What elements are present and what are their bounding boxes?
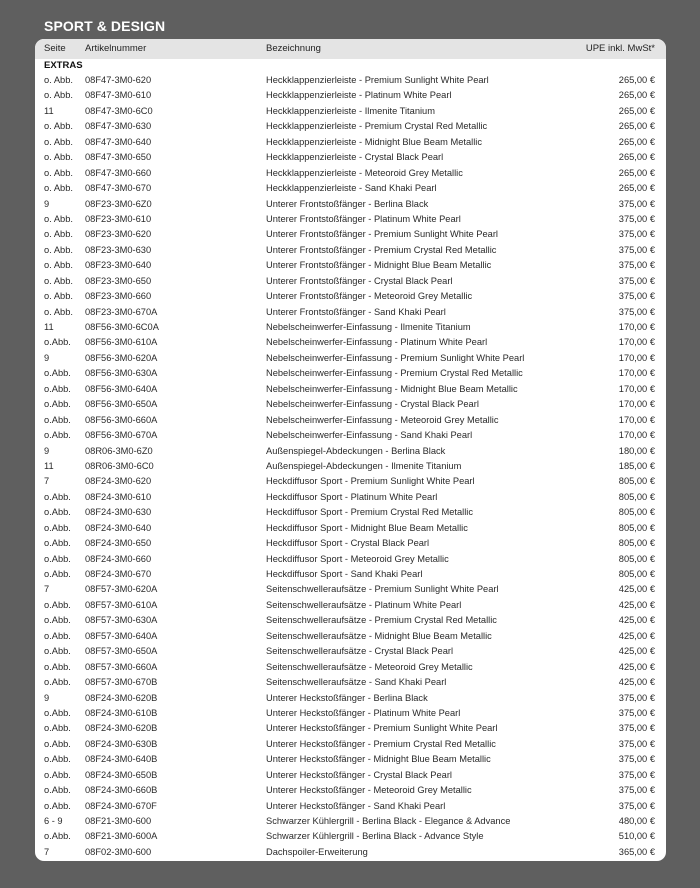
row-description: Heckdiffusor Sport - Premium Crystal Red Metallic	[266, 507, 474, 518]
row-page: 9	[44, 198, 50, 209]
row-article-number: 08F24-3M0-670F	[85, 800, 157, 811]
row-description: Nebelscheinwerfer-Einfassung - Ilmenite Titanium	[266, 322, 471, 332]
row-price: 375,00 €	[618, 260, 655, 271]
row-article-number: 08F23-3M0-620	[85, 229, 152, 240]
table-row	[35, 212, 666, 227]
row-description: Unterer Heckstoßfänger - Sand Khaki Pearl	[266, 800, 446, 811]
table-row	[35, 305, 666, 320]
row-page: o.Abb.	[44, 677, 71, 688]
row-article-number: 08F56-3M0-660A	[85, 414, 158, 425]
row-price: 265,00 €	[618, 75, 655, 85]
row-page: o. Abb.	[44, 75, 73, 85]
row-article-number: 08F24-3M0-650B	[85, 769, 158, 780]
row-article-number: 08F24-3M0-630	[85, 507, 152, 518]
table-row	[35, 227, 666, 242]
row-price: 480,00 €	[618, 816, 655, 826]
row-page: o. Abb.	[44, 183, 73, 194]
row-article-number: 08F02-3M0-600	[85, 846, 152, 857]
table-row	[35, 166, 666, 181]
row-price: 375,00 €	[618, 769, 655, 780]
row-page: o.Abb.	[44, 615, 71, 626]
table-row	[35, 88, 666, 103]
table-row	[35, 799, 666, 814]
row-page: o.Abb.	[44, 661, 71, 672]
row-price: 170,00 €	[618, 414, 655, 425]
row-description: Nebelscheinwerfer-Einfassung - Crystal Black Pearl	[266, 399, 479, 410]
row-description: Außenspiegel-Abdeckungen - Ilmenite Titanium	[266, 460, 462, 471]
row-price: 425,00 €	[618, 599, 655, 610]
row-article-number: 08F24-3M0-610	[85, 491, 152, 502]
table-row	[35, 660, 666, 675]
row-description: Heckdiffusor Sport - Midnight Blue Beam Metallic	[266, 522, 468, 533]
row-article-number: 08F24-3M0-660B	[85, 785, 158, 796]
row-page: o.Abb.	[44, 522, 71, 533]
table-row	[35, 366, 666, 381]
row-description: Heckklappenzierleiste - Premium Sunlight White Pearl	[266, 75, 489, 85]
row-page: o. Abb.	[44, 136, 73, 147]
row-description: Unterer Heckstoßfänger - Platinum White Pearl	[266, 707, 461, 718]
row-price: 425,00 €	[618, 677, 655, 688]
row-description: Heckklappenzierleiste - Platinum White Pearl	[266, 90, 452, 101]
price-table	[35, 39, 666, 861]
row-page: o.Abb.	[44, 707, 71, 718]
row-price: 170,00 €	[618, 430, 655, 441]
row-price: 375,00 €	[618, 291, 655, 302]
row-page: o. Abb.	[44, 291, 73, 302]
table-row	[35, 73, 666, 88]
row-description: Unterer Heckstoßfänger - Midnight Blue Beam Metallic	[266, 754, 491, 765]
table-row	[35, 721, 666, 736]
row-price: 375,00 €	[618, 692, 655, 703]
row-article-number: 08F57-3M0-650A	[85, 646, 158, 657]
row-description: Heckklappenzierleiste - Ilmenite Titanium	[266, 105, 435, 116]
table-row	[35, 474, 666, 489]
row-price: 805,00 €	[618, 507, 655, 518]
row-price: 425,00 €	[618, 615, 655, 626]
table-row	[35, 536, 666, 551]
row-article-number: 08R06-3M0-6C0	[85, 460, 154, 471]
table-row	[35, 783, 666, 798]
row-page: o. Abb.	[44, 229, 73, 240]
row-price: 805,00 €	[618, 538, 655, 549]
row-page: o. Abb.	[44, 244, 73, 255]
table-row	[35, 567, 666, 582]
row-page: o. Abb.	[44, 152, 73, 163]
table-header	[35, 39, 666, 59]
row-article-number: 08F56-3M0-650A	[85, 399, 158, 410]
table-row	[35, 706, 666, 721]
row-price: 805,00 €	[618, 476, 655, 487]
row-price: 180,00 €	[618, 445, 655, 456]
row-description: Unterer Frontstoßfänger - Meteoroid Grey Metallic	[266, 291, 473, 302]
row-page: o.Abb.	[44, 399, 71, 410]
row-description: Nebelscheinwerfer-Einfassung - Platinum White Pearl	[266, 337, 488, 348]
row-description: Seitenschwelleraufsätze - Meteoroid Grey Metallic	[266, 661, 473, 672]
row-price: 805,00 €	[618, 569, 655, 579]
row-page: o.Abb.	[44, 414, 71, 425]
table-row	[35, 351, 666, 366]
row-description: Unterer Frontstoßfänger - Crystal Black Pearl	[266, 275, 453, 286]
row-price: 265,00 €	[618, 152, 655, 163]
row-price: 375,00 €	[618, 229, 655, 240]
row-price: 375,00 €	[618, 306, 655, 317]
row-description: Unterer Heckstoßfänger - Meteoroid Grey Metallic	[266, 785, 472, 796]
row-description: Nebelscheinwerfer-Einfassung - Premium Crystal Red Metallic	[266, 368, 523, 379]
row-article-number: 08F24-3M0-620B	[85, 723, 158, 734]
row-page: o.Abb.	[44, 383, 71, 394]
row-price: 805,00 €	[618, 491, 655, 502]
row-article-number: 08F24-3M0-620	[85, 476, 152, 487]
row-description: Seitenschwelleraufsätze - Premium Crystal Red Metallic	[266, 615, 497, 626]
row-article-number: 08F47-3M0-6C0	[85, 105, 153, 116]
row-page: 7	[44, 584, 50, 595]
row-article-number: 08F57-3M0-620A	[85, 584, 158, 595]
row-price: 265,00 €	[618, 183, 655, 194]
row-price: 375,00 €	[618, 785, 655, 796]
row-price: 375,00 €	[618, 707, 655, 718]
row-price: 375,00 €	[618, 244, 655, 255]
row-description: Nebelscheinwerfer-Einfassung - Premium Sunlight White Pearl	[266, 352, 525, 363]
row-price: 375,00 €	[618, 723, 655, 734]
row-description: Unterer Frontstoßfänger - Platinum White Pearl	[266, 213, 461, 224]
row-price: 265,00 €	[618, 136, 655, 147]
table-row	[35, 197, 666, 212]
row-page: o.Abb.	[44, 538, 71, 549]
row-description: Nebelscheinwerfer-Einfassung - Sand Khaki Pearl	[266, 430, 473, 441]
table-row	[35, 335, 666, 350]
table-row	[35, 814, 666, 829]
row-article-number: 08F56-3M0-620A	[85, 352, 158, 363]
row-article-number: 08F57-3M0-610A	[85, 599, 158, 610]
row-article-number: 08F24-3M0-670	[85, 569, 152, 579]
row-page: o.Abb.	[44, 646, 71, 657]
row-article-number: 08F56-3M0-6C0A	[85, 322, 159, 332]
table-row	[35, 382, 666, 397]
row-price: 365,00 €	[618, 846, 655, 857]
table-row	[35, 135, 666, 150]
table-body	[35, 73, 666, 860]
row-article-number: 08F47-3M0-660	[85, 167, 152, 178]
row-description: Heckklappenzierleiste - Midnight Blue Beam Metallic	[266, 136, 482, 147]
row-page: 9	[44, 352, 50, 363]
row-page: o.Abb.	[44, 831, 71, 842]
row-page: o.Abb.	[44, 491, 71, 502]
table-row	[35, 505, 666, 520]
row-description: Nebelscheinwerfer-Einfassung - Midnight Blue Beam Metallic	[266, 383, 518, 394]
row-article-number: 08F56-3M0-610A	[85, 337, 158, 348]
row-article-number: 08F47-3M0-610	[85, 90, 152, 101]
row-article-number: 08F56-3M0-640A	[85, 383, 158, 394]
row-article-number: 08F47-3M0-620	[85, 75, 152, 85]
row-page: o.Abb.	[44, 630, 71, 641]
row-description: Heckklappenzierleiste - Meteoroid Grey Metallic	[266, 167, 463, 178]
row-page: o.Abb.	[44, 769, 71, 780]
table-row	[35, 521, 666, 536]
row-page: 11	[44, 322, 54, 332]
row-article-number: 08F24-3M0-640B	[85, 754, 158, 765]
row-description: Unterer Heckstoßfänger - Premium Crystal Red Metallic	[266, 738, 496, 749]
row-page: o.Abb.	[44, 738, 71, 749]
row-price: 265,00 €	[618, 167, 655, 178]
row-page: o.Abb.	[44, 368, 71, 379]
row-page: o. Abb.	[44, 90, 73, 101]
table-row	[35, 289, 666, 304]
table-row	[35, 829, 666, 844]
table-row	[35, 413, 666, 428]
row-price: 170,00 €	[618, 322, 655, 332]
row-article-number: 08F57-3M0-630A	[85, 615, 158, 626]
row-page: o.Abb.	[44, 754, 71, 765]
header-price: UPE inkl. MwSt*	[585, 43, 655, 54]
table-row	[35, 845, 666, 860]
table-row	[35, 397, 666, 412]
row-price: 425,00 €	[618, 646, 655, 657]
row-price: 170,00 €	[618, 399, 655, 410]
table-row	[35, 675, 666, 690]
row-price: 170,00 €	[618, 352, 655, 363]
row-description: Unterer Frontstoßfänger - Premium Sunlight White Pearl	[266, 229, 498, 240]
row-article-number: 08F47-3M0-640	[85, 136, 152, 147]
row-price: 425,00 €	[618, 661, 655, 672]
section-title: SPORT & DESIGN	[44, 18, 166, 34]
row-page: 9	[44, 445, 50, 456]
table-row	[35, 691, 666, 706]
table-row	[35, 737, 666, 752]
table-row	[35, 644, 666, 659]
table-row	[35, 181, 666, 196]
row-article-number: 08F24-3M0-660	[85, 553, 152, 564]
row-article-number: 08F57-3M0-640A	[85, 630, 158, 641]
row-page: o.Abb.	[44, 599, 71, 610]
row-page: o. Abb.	[44, 213, 73, 224]
row-description: Schwarzer Kühlergrill - Berlina Black - Advance Style	[266, 831, 484, 842]
table-row	[35, 490, 666, 505]
row-description: Heckklappenzierleiste - Premium Crystal Red Metallic	[266, 121, 488, 132]
row-article-number: 08F47-3M0-670	[85, 183, 152, 194]
row-price: 170,00 €	[618, 383, 655, 394]
row-description: Heckdiffusor Sport - Crystal Black Pearl	[266, 538, 430, 549]
row-description: Heckdiffusor Sport - Premium Sunlight White Pearl	[266, 476, 475, 487]
row-article-number: 08F23-3M0-650	[85, 275, 152, 286]
row-article-number: 08F47-3M0-650	[85, 152, 152, 163]
table-row	[35, 613, 666, 628]
table-row	[35, 150, 666, 165]
row-description: Seitenschwelleraufsätze - Midnight Blue Beam Metallic	[266, 630, 492, 641]
table-row	[35, 752, 666, 767]
row-page: o.Abb.	[44, 337, 71, 348]
row-article-number: 08F56-3M0-630A	[85, 368, 158, 379]
row-description: Heckklappenzierleiste - Sand Khaki Pearl	[266, 183, 437, 194]
row-description: Unterer Frontstoßfänger - Berlina Black	[266, 198, 429, 209]
row-page: o.Abb.	[44, 430, 71, 441]
row-description: Nebelscheinwerfer-Einfassung - Meteoroid Grey Metallic	[266, 414, 499, 425]
header-article-number: Artikelnummer	[85, 43, 147, 54]
table-row	[35, 598, 666, 613]
row-price: 425,00 €	[618, 584, 655, 595]
row-description: Unterer Frontstoßfänger - Sand Khaki Pearl	[266, 306, 446, 317]
header-page: Seite	[44, 43, 66, 54]
row-page: o.Abb.	[44, 800, 71, 811]
row-article-number: 08F23-3M0-630	[85, 244, 152, 255]
row-page: o. Abb.	[44, 275, 73, 286]
row-price: 375,00 €	[618, 738, 655, 749]
row-article-number: 08F21-3M0-600	[85, 816, 152, 826]
group-label	[35, 59, 666, 73]
row-page: o. Abb.	[44, 167, 73, 178]
row-page: o.Abb.	[44, 507, 71, 518]
row-description: Heckdiffusor Sport - Sand Khaki Pearl	[266, 569, 423, 579]
row-article-number: 08F47-3M0-630	[85, 121, 152, 132]
row-price: 170,00 €	[618, 337, 655, 348]
row-description: Schwarzer Kühlergrill - Berlina Black - Elegance & Advance	[266, 816, 511, 826]
row-article-number: 08F57-3M0-660A	[85, 661, 158, 672]
row-price: 510,00 €	[618, 831, 655, 842]
row-price: 375,00 €	[618, 754, 655, 765]
row-page: o. Abb.	[44, 260, 73, 271]
row-article-number: 08F24-3M0-650	[85, 538, 152, 549]
row-description: Unterer Heckstoßfänger - Crystal Black Pearl	[266, 769, 452, 780]
row-price: 375,00 €	[618, 198, 655, 209]
row-price: 425,00 €	[618, 630, 655, 641]
row-article-number: 08F21-3M0-600A	[85, 831, 158, 842]
table-row	[35, 582, 666, 597]
row-price: 170,00 €	[618, 368, 655, 379]
row-description: Seitenschwelleraufsätze - Sand Khaki Pearl	[266, 677, 447, 688]
table-row	[35, 119, 666, 134]
header-description: Bezeichnung	[266, 43, 321, 54]
row-article-number: 08F24-3M0-640	[85, 522, 152, 533]
row-article-number: 08F23-3M0-640	[85, 260, 152, 271]
table-row	[35, 274, 666, 289]
row-price: 265,00 €	[618, 90, 655, 101]
row-price: 265,00 €	[618, 121, 655, 132]
row-article-number: 08R06-3M0-6Z0	[85, 445, 153, 456]
row-description: Dachspoiler-Erweiterung	[266, 846, 368, 857]
row-description: Heckklappenzierleiste - Crystal Black Pearl	[266, 152, 444, 163]
table-row	[35, 552, 666, 567]
row-price: 375,00 €	[618, 800, 655, 811]
table-row	[35, 444, 666, 459]
table-row	[35, 243, 666, 258]
table-row	[35, 320, 666, 335]
table-row	[35, 768, 666, 783]
table-row	[35, 428, 666, 443]
row-article-number: 08F23-3M0-610	[85, 213, 152, 224]
row-page: 6 - 9	[44, 816, 63, 826]
row-article-number: 08F56-3M0-670A	[85, 430, 158, 441]
row-description: Unterer Heckstoßfänger - Premium Sunlight White Pearl	[266, 723, 498, 734]
row-price: 805,00 €	[618, 522, 655, 533]
row-page: 7	[44, 846, 50, 857]
row-price: 185,00 €	[618, 460, 655, 471]
group-label-text: EXTRAS	[44, 60, 83, 71]
row-description: Außenspiegel-Abdeckungen - Berlina Black	[266, 445, 446, 456]
row-page: o.Abb.	[44, 785, 71, 796]
row-page: 9	[44, 692, 50, 703]
row-article-number: 08F24-3M0-620B	[85, 692, 158, 703]
row-page: o.Abb.	[44, 569, 71, 579]
row-article-number: 08F24-3M0-630B	[85, 738, 158, 749]
row-description: Heckdiffusor Sport - Meteoroid Grey Metallic	[266, 553, 449, 564]
row-description: Unterer Heckstoßfänger - Berlina Black	[266, 692, 428, 703]
row-page: o.Abb.	[44, 723, 71, 734]
row-description: Seitenschwelleraufsätze - Premium Sunlight White Pearl	[266, 584, 499, 595]
row-article-number: 08F24-3M0-610B	[85, 707, 158, 718]
row-price: 375,00 €	[618, 275, 655, 286]
row-page: 11	[44, 105, 54, 116]
row-page: o. Abb.	[44, 306, 73, 317]
row-price: 805,00 €	[618, 553, 655, 564]
row-description: Seitenschwelleraufsätze - Platinum White Pearl	[266, 599, 462, 610]
row-description: Seitenschwelleraufsätze - Crystal Black Pearl	[266, 646, 454, 657]
row-description: Unterer Frontstoßfänger - Midnight Blue Beam Metallic	[266, 260, 492, 271]
table-row	[35, 629, 666, 644]
row-price: 375,00 €	[618, 213, 655, 224]
table-row	[35, 104, 666, 119]
row-description: Heckdiffusor Sport - Platinum White Pearl	[266, 491, 438, 502]
row-description: Unterer Frontstoßfänger - Premium Crystal Red Metallic	[266, 244, 497, 255]
row-page: o.Abb.	[44, 553, 71, 564]
row-article-number: 08F23-3M0-6Z0	[85, 198, 152, 209]
row-page: 11	[44, 460, 54, 471]
row-article-number: 08F57-3M0-670B	[85, 677, 158, 688]
table-row	[35, 258, 666, 273]
row-price: 265,00 €	[618, 105, 655, 116]
table-row	[35, 459, 666, 474]
row-article-number: 08F23-3M0-660	[85, 291, 152, 302]
row-article-number: 08F23-3M0-670A	[85, 306, 158, 317]
row-page: 7	[44, 476, 50, 487]
row-page: o. Abb.	[44, 121, 73, 132]
